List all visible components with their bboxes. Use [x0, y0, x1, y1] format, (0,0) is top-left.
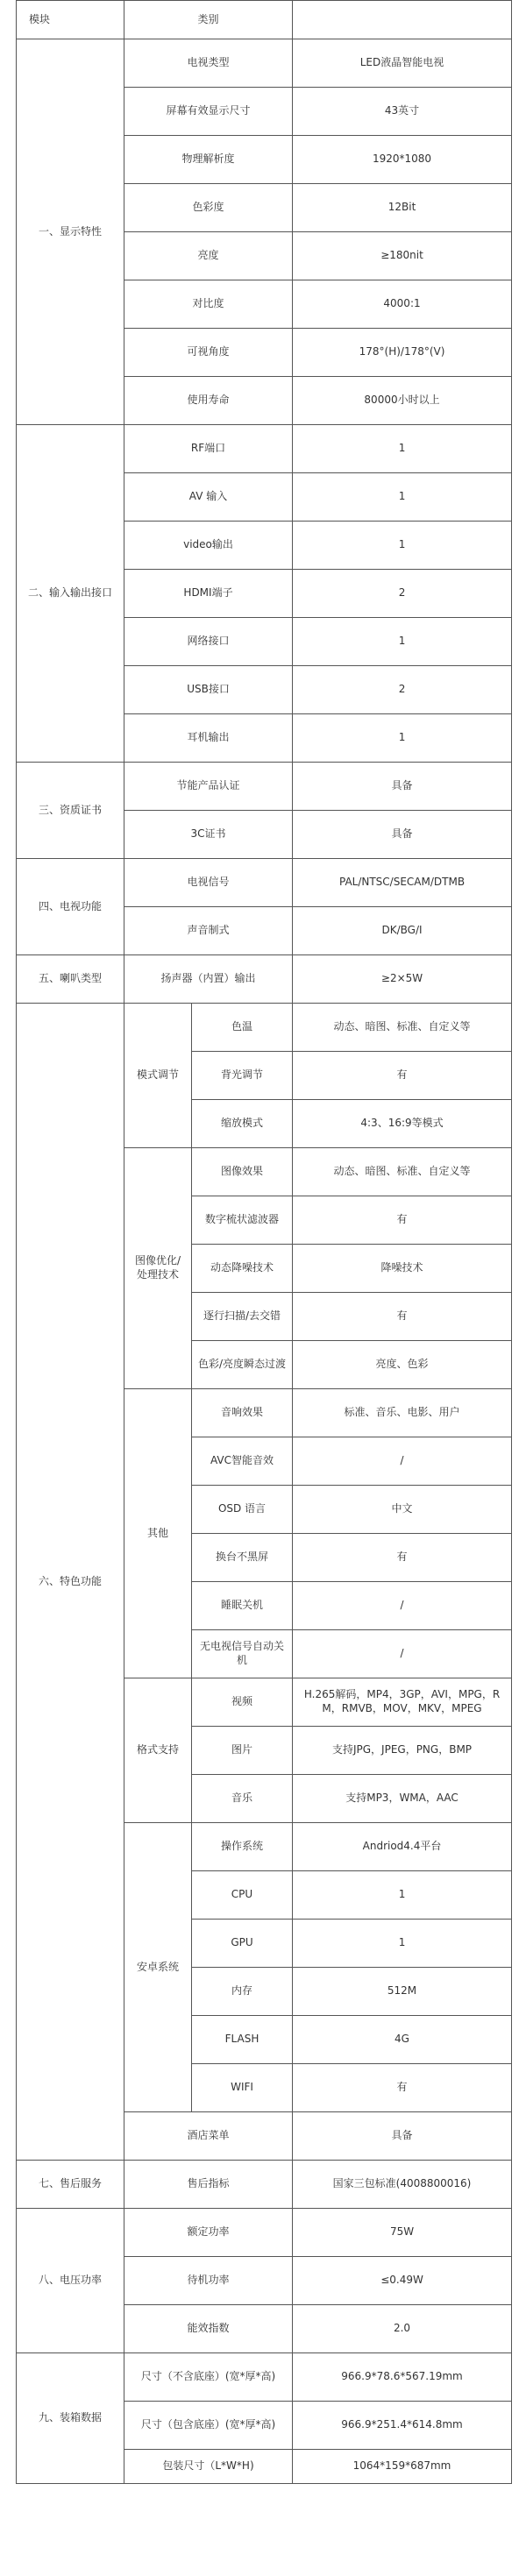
- row-label: 尺寸（不含底座）(宽*厚*高): [124, 2353, 293, 2402]
- row-label: 电视信号: [124, 859, 293, 907]
- row-label: 额定功率: [124, 2209, 293, 2257]
- row-value: 降噪技术: [293, 1245, 512, 1293]
- row-value: 1: [293, 618, 512, 666]
- row-value: 有: [293, 1196, 512, 1245]
- row-value: 具备: [293, 763, 512, 811]
- row-label: 数字梳状滤波器: [192, 1196, 293, 1245]
- row-value: 4G: [293, 2016, 512, 2064]
- row-label: 内存: [192, 1968, 293, 2016]
- row-value: 12Bit: [293, 184, 512, 232]
- spec-page: [16, 0, 511, 2484]
- row-value: 具备: [293, 2112, 512, 2161]
- header-value: [293, 1, 512, 39]
- row-label: 音乐: [192, 1775, 293, 1823]
- section-label: 九、装箱数据: [17, 2353, 124, 2484]
- section-label: 一、显示特性: [17, 39, 124, 425]
- group-label: 格式支持: [124, 1678, 192, 1823]
- row-value: 1: [293, 1920, 512, 1968]
- row-value: 国家三包标准(4008800016): [293, 2161, 512, 2209]
- row-label: 待机功率: [124, 2257, 293, 2305]
- row-label: video输出: [124, 522, 293, 570]
- row-value: 支持JPG，JPEG，PNG，BMP: [293, 1727, 512, 1775]
- row-value: 966.9*78.6*567.19mm: [293, 2353, 512, 2402]
- row-label: OSD 语言: [192, 1486, 293, 1534]
- row-label: 逐行扫描/去交错: [192, 1293, 293, 1341]
- header-module: 模块: [17, 1, 124, 39]
- section-label: 六、特色功能: [17, 1004, 124, 2161]
- row-label: 声音制式: [124, 907, 293, 955]
- table-row: [17, 425, 512, 473]
- row-value: 1: [293, 714, 512, 763]
- row-value: 标准、音乐、电影、用户: [293, 1389, 512, 1437]
- row-value: DK/BG/I: [293, 907, 512, 955]
- row-label: 缩放模式: [192, 1100, 293, 1148]
- row-label: 操作系统: [192, 1823, 293, 1871]
- row-label: 对比度: [124, 280, 293, 329]
- row-value: 1: [293, 522, 512, 570]
- row-value: /: [293, 1630, 512, 1678]
- row-label: 3C证书: [124, 811, 293, 859]
- row-label: 色彩/亮度瞬态过渡: [192, 1341, 293, 1389]
- row-value: ≥180nit: [293, 232, 512, 280]
- row-value: LED液晶智能电视: [293, 39, 512, 88]
- row-label: 动态降噪技术: [192, 1245, 293, 1293]
- spec-table: [16, 0, 512, 2484]
- row-label: CPU: [192, 1871, 293, 1920]
- row-value: 1: [293, 1871, 512, 1920]
- row-value: 1920*1080: [293, 136, 512, 184]
- row-label: 屏幕有效显示尺寸: [124, 88, 293, 136]
- section-label: 七、售后服务: [17, 2161, 124, 2209]
- row-label: 能效指数: [124, 2305, 293, 2353]
- row-value: ≥2×5W: [293, 955, 512, 1004]
- table-row: [17, 1004, 512, 1052]
- section-label: 五、喇叭类型: [17, 955, 124, 1004]
- row-label: 色彩度: [124, 184, 293, 232]
- row-label: 网络接口: [124, 618, 293, 666]
- row-label: 扬声器（内置）输出: [124, 955, 293, 1004]
- row-label: FLASH: [192, 2016, 293, 2064]
- row-label: USB接口: [124, 666, 293, 714]
- row-value: 动态、暗图、标准、自定义等: [293, 1004, 512, 1052]
- row-value: 4000:1: [293, 280, 512, 329]
- section-label: 四、电视功能: [17, 859, 124, 955]
- row-value: 亮度、色彩: [293, 1341, 512, 1389]
- row-label: 尺寸（包含底座）(宽*厚*高): [124, 2402, 293, 2450]
- row-value: 2: [293, 666, 512, 714]
- row-label: 售后指标: [124, 2161, 293, 2209]
- table-row: [17, 2161, 512, 2209]
- row-label: 音响效果: [192, 1389, 293, 1437]
- row-label: GPU: [192, 1920, 293, 1968]
- row-label: 使用寿命: [124, 377, 293, 425]
- row-value: 2: [293, 570, 512, 618]
- row-value: 中文: [293, 1486, 512, 1534]
- row-value: 1064*159*687mm: [293, 2450, 512, 2484]
- row-value: 4:3、16:9等模式: [293, 1100, 512, 1148]
- row-label: 视频: [192, 1678, 293, 1727]
- row-value: 43英寸: [293, 88, 512, 136]
- section-label: 二、输入输出接口: [17, 425, 124, 763]
- row-label: 无电视信号自动关机: [192, 1630, 293, 1678]
- row-value: /: [293, 1582, 512, 1630]
- table-row: [17, 763, 512, 811]
- row-label: 换台不黑屏: [192, 1534, 293, 1582]
- group-label: 模式调节: [124, 1004, 192, 1148]
- row-value: 有: [293, 1534, 512, 1582]
- row-label: 背光调节: [192, 1052, 293, 1100]
- row-label: 酒店菜单: [124, 2112, 293, 2161]
- section-label: 三、资质证书: [17, 763, 124, 859]
- row-label: AVC智能音效: [192, 1437, 293, 1486]
- row-value: PAL/NTSC/SECAM/DTMB: [293, 859, 512, 907]
- row-value: 1: [293, 425, 512, 473]
- group-label: 安卓系统: [124, 1823, 192, 2112]
- row-label: AV 输入: [124, 473, 293, 522]
- row-label: 亮度: [124, 232, 293, 280]
- row-value: 512M: [293, 1968, 512, 2016]
- row-value: 1: [293, 473, 512, 522]
- row-value: 有: [293, 1293, 512, 1341]
- row-value: 80000小时以上: [293, 377, 512, 425]
- row-value: 有: [293, 2064, 512, 2112]
- row-value: 有: [293, 1052, 512, 1100]
- row-label: 睡眠关机: [192, 1582, 293, 1630]
- section-label: 八、电压功率: [17, 2209, 124, 2353]
- row-label: 色温: [192, 1004, 293, 1052]
- row-value: 75W: [293, 2209, 512, 2257]
- row-value: 支持MP3，WMA，AAC: [293, 1775, 512, 1823]
- row-label: RF端口: [124, 425, 293, 473]
- table-row: [17, 2353, 512, 2402]
- table-row: [17, 39, 512, 88]
- header-category: 类别: [124, 1, 293, 39]
- row-label: WIFI: [192, 2064, 293, 2112]
- row-label: 耳机输出: [124, 714, 293, 763]
- row-label: 图片: [192, 1727, 293, 1775]
- group-label: 图像优化/处理技术: [124, 1148, 192, 1389]
- row-value: 动态、暗图、标准、自定义等: [293, 1148, 512, 1196]
- row-value: ≤0.49W: [293, 2257, 512, 2305]
- group-label: 其他: [124, 1389, 192, 1678]
- row-value: 178°(H)/178°(V): [293, 329, 512, 377]
- row-value: H.265解码，MP4，3GP，AVI，MPG，RM，RMVB，MOV，MKV，MPEG: [293, 1678, 512, 1727]
- row-value: /: [293, 1437, 512, 1486]
- table-row: [17, 2209, 512, 2257]
- row-label: 可视角度: [124, 329, 293, 377]
- row-value: Andriod4.4平台: [293, 1823, 512, 1871]
- row-label: 节能产品认证: [124, 763, 293, 811]
- row-label: HDMI端子: [124, 570, 293, 618]
- table-row: [17, 955, 512, 1004]
- row-label: 物理解析度: [124, 136, 293, 184]
- row-value: 2.0: [293, 2305, 512, 2353]
- row-value: 具备: [293, 811, 512, 859]
- row-label: 图像效果: [192, 1148, 293, 1196]
- row-label: 电视类型: [124, 39, 293, 88]
- row-label: 包装尺寸（L*W*H): [124, 2450, 293, 2484]
- table-header-row: [17, 1, 512, 39]
- table-row: [17, 859, 512, 907]
- row-value: 966.9*251.4*614.8mm: [293, 2402, 512, 2450]
